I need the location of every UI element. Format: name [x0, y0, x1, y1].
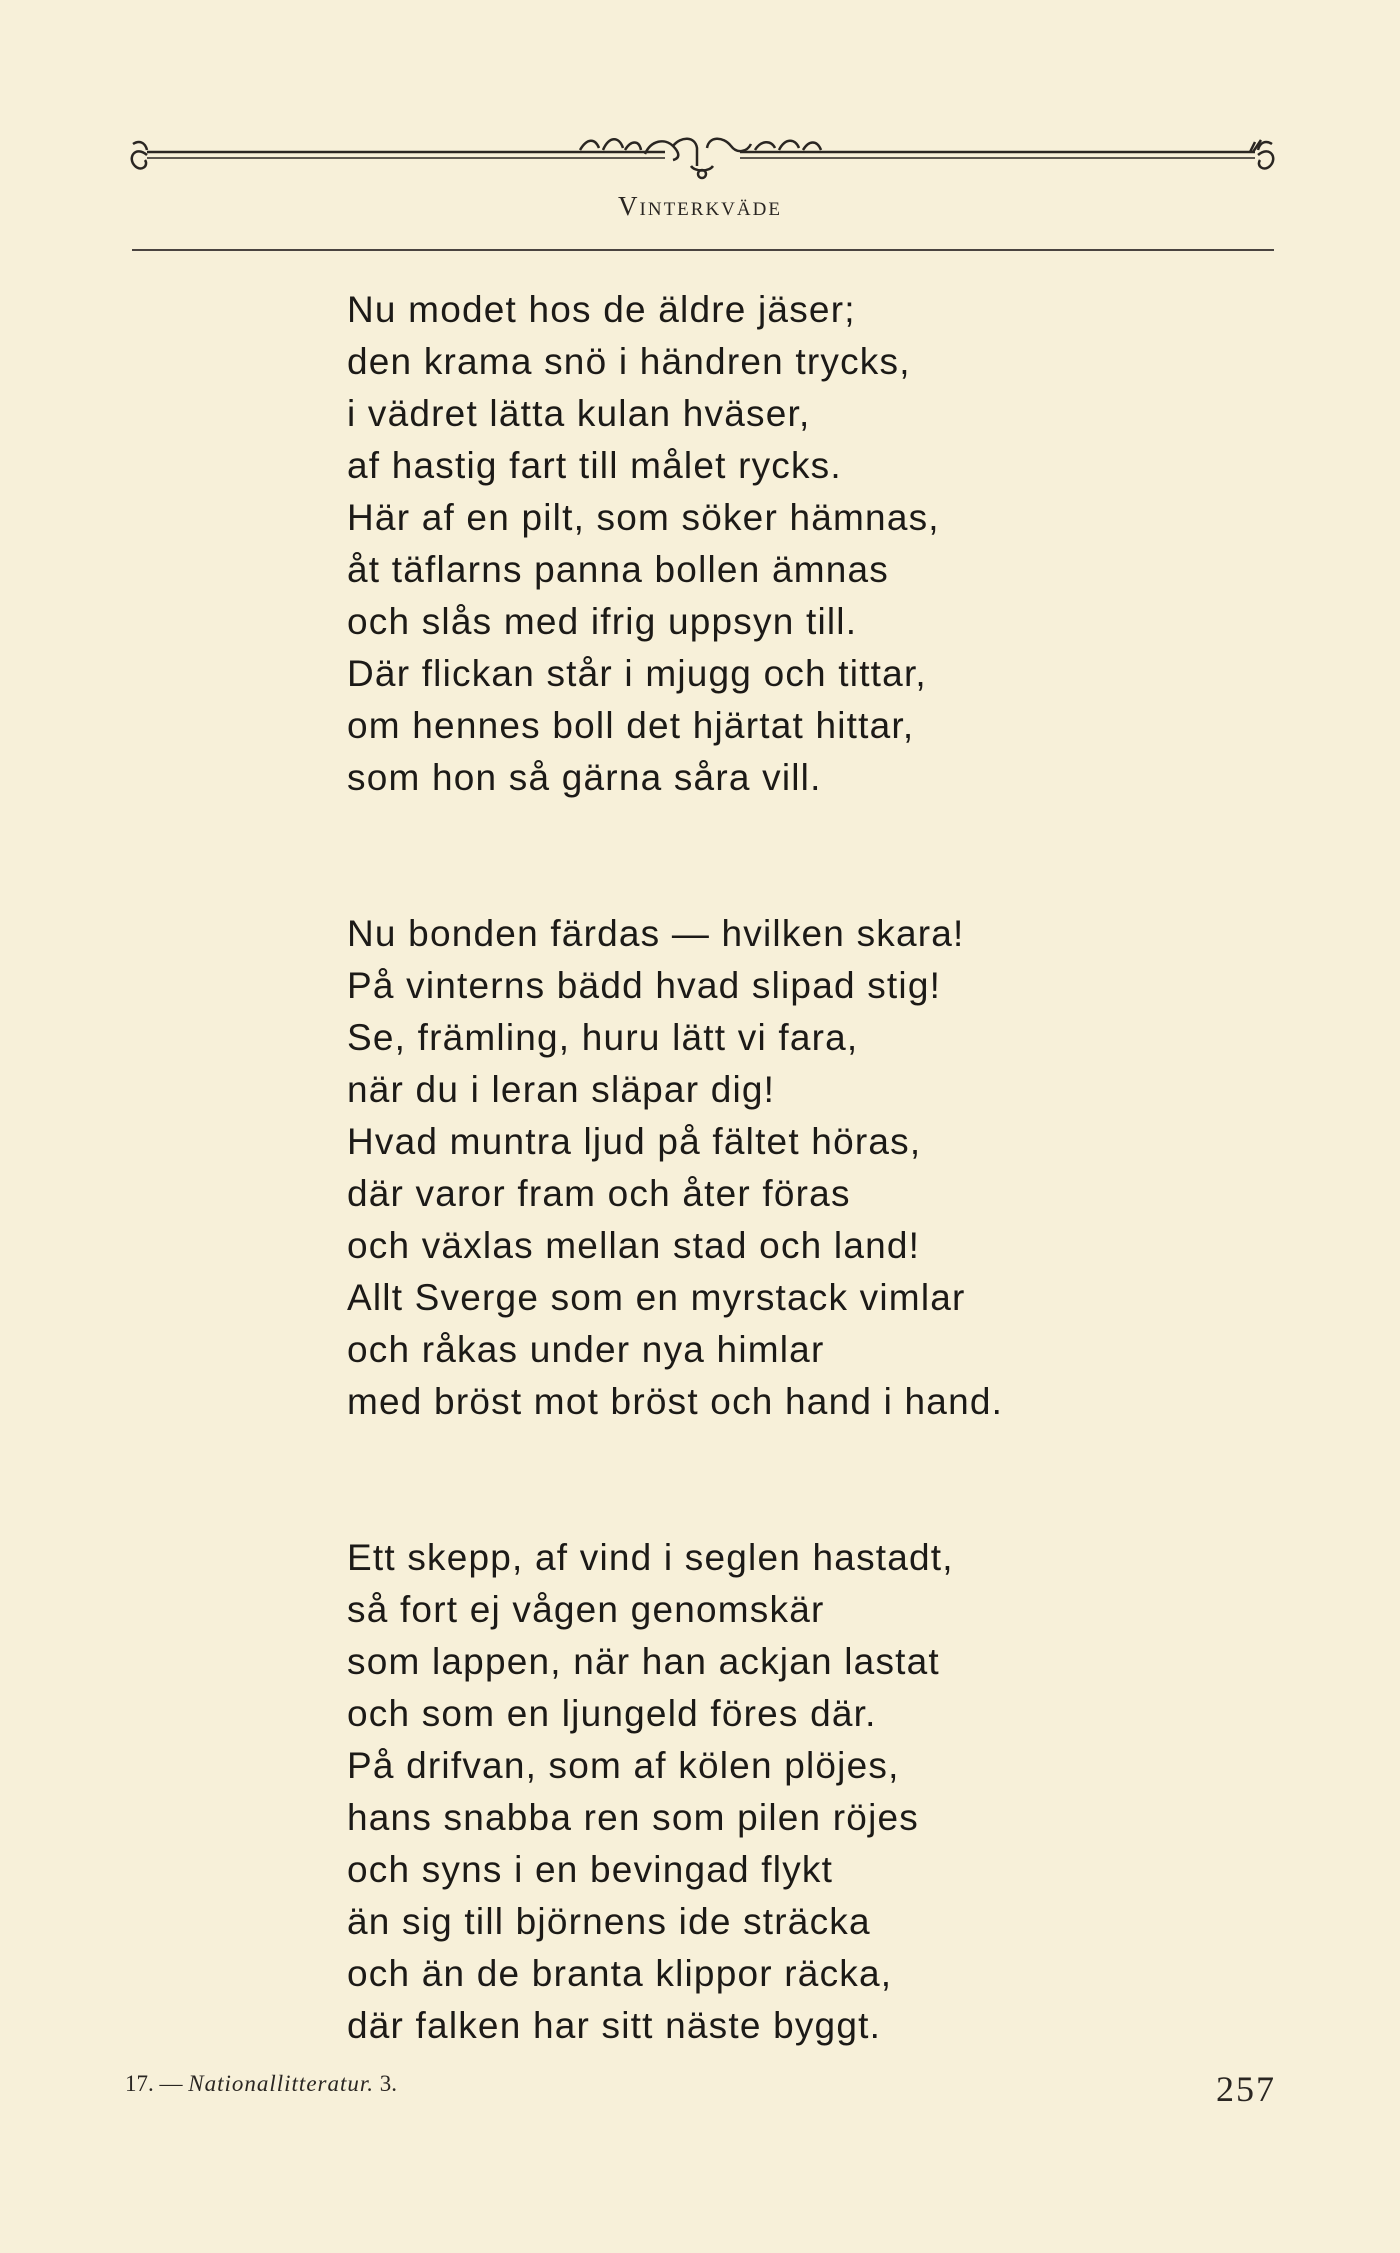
poem-line: och växlas mellan stad och land!: [347, 1225, 921, 1266]
signature-volume: 3.: [379, 2071, 398, 2096]
printer-signature: [125, 2071, 397, 2097]
poem-line: och råkas under nya himlar: [347, 1329, 825, 1370]
poem-line: Här af en pilt, som söker hämnas,: [347, 497, 940, 538]
poem-line: Hvad muntra ljud på fältet höras,: [347, 1121, 922, 1162]
poem-line: På vinterns bädd hvad slipad stig!: [347, 965, 942, 1006]
poem-line: än sig till björnens ide sträcka: [347, 1901, 871, 1942]
poem-line: och syns i en bevingad flykt: [347, 1849, 834, 1890]
poem-line: På drifvan, som af kölen plöjes,: [347, 1745, 900, 1786]
poem-line: Ett skepp, af vind i seglen hastadt,: [347, 1537, 954, 1578]
poem-line: och än de branta klippor räcka,: [347, 1953, 893, 1994]
poem-line: hans snabba ren som pilen röjes: [347, 1797, 919, 1838]
poem-line: som lappen, när han ackjan lastat: [347, 1641, 940, 1682]
poem-line: Där flickan står i mjugg och tittar,: [347, 653, 927, 694]
poem: [347, 284, 1247, 2052]
poem-line: Allt Sverge som en myrstack vimlar: [347, 1277, 966, 1318]
poem-line: när du i leran släpar dig!: [347, 1069, 776, 1110]
signature-number: 17.: [125, 2071, 154, 2096]
poem-line: där falken har sitt näste byggt.: [347, 2005, 882, 2046]
poem-line: så fort ej vågen genomskär: [347, 1589, 825, 1630]
poem-line: i vädret lätta kulan hväser,: [347, 393, 811, 434]
poem-line: som hon så gärna såra vill.: [347, 757, 822, 798]
page-number: 257: [1216, 2069, 1276, 2109]
poem-line: och som en ljungeld föres där.: [347, 1693, 877, 1734]
stanza-1: [347, 284, 1247, 804]
poem-line: där varor fram och åter föras: [347, 1173, 851, 1214]
poem-line: den krama snö i händren trycks,: [347, 341, 911, 382]
poem-line: af hastig fart till målet rycks.: [347, 445, 842, 486]
poem-line: åt täflarns panna bollen ämnas: [347, 549, 890, 590]
poem-line: om hennes boll det hjärtat hittar,: [347, 705, 915, 746]
signature-work-title: Nationallitteratur.: [188, 2071, 375, 2096]
poem-line: Nu bonden färdas — hvilken skara!: [347, 913, 965, 954]
header-ornament-icon: [125, 130, 1280, 200]
signature-dash: —: [159, 2071, 183, 2096]
poem-line: Se, främling, huru lätt vi fara,: [347, 1017, 859, 1058]
poem-line: Nu modet hos de äldre jäser;: [347, 289, 856, 330]
poem-line: och slås med ifrig uppsyn till.: [347, 601, 858, 642]
poem-line: med bröst mot bröst och hand i hand.: [347, 1381, 1004, 1422]
stanza-2: [347, 908, 1247, 1428]
stanza-3: [347, 1532, 1247, 2052]
running-title: Vinterkväde: [618, 191, 782, 221]
header-rule: [132, 249, 1274, 251]
